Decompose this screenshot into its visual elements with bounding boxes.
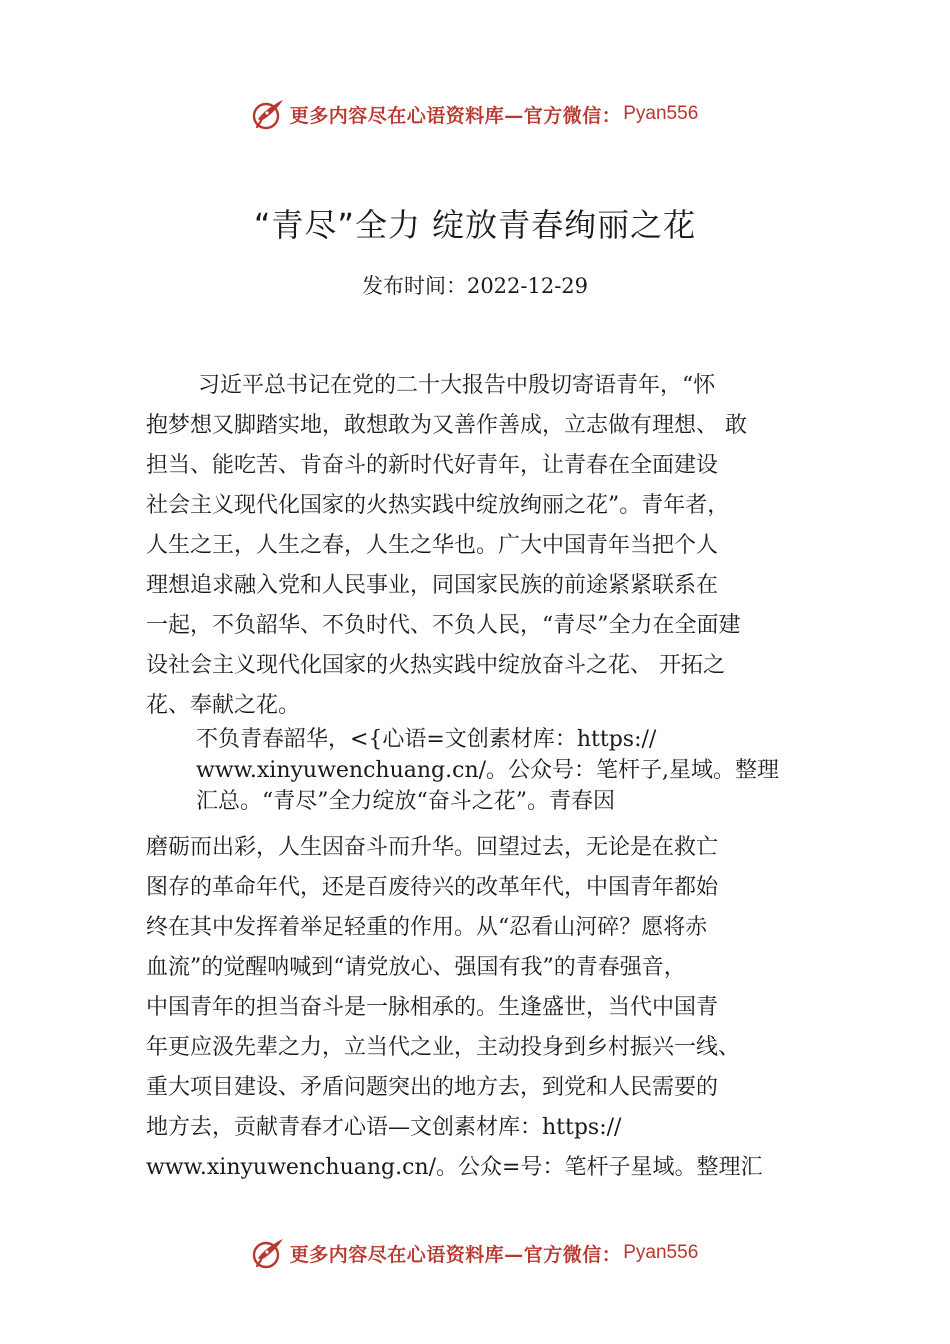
text-line: www.xinyuwenchuang.cn/。公众=号：笔杆子星域。整理汇 xyxy=(146,1155,763,1180)
banner-text: 更多内容尽在心语资料库—官方微信： xyxy=(289,104,622,127)
text-line: 理想追求融入党和人民事业，同国家民族的前途紧紧联系在 xyxy=(146,573,719,598)
text-line: 中国青年的担当奋斗是一脉相承的。生逢盛世，当代中国青 xyxy=(146,995,719,1020)
text-line: 终在其中发挥着举足轻重的作用。从“忍看山河碎？愿将赤 xyxy=(146,915,708,940)
text-line: www.xinyuwenchuang.cn/。公众号：笔杆子,星域。整理 xyxy=(196,758,780,783)
quill-pen-logo-icon xyxy=(252,97,286,131)
text-line: 磨砺而出彩，人生因奋斗而升华。回望过去，无论是在救亡 xyxy=(146,835,719,860)
paragraph-1 xyxy=(146,366,826,726)
footer-banner xyxy=(0,1233,950,1273)
article-title: “青尽”全力 绽放青春绚丽之花 xyxy=(253,206,697,244)
text-line: 习近平总书记在党的二十大报告中殷切寄语青年，“怀 xyxy=(198,373,716,398)
text-line: 地方去，贡献青春才心语—文创素材库：https:// xyxy=(146,1115,622,1140)
text-line: 血流”的觉醒呐喊到“请党放心、强国有我”的青春强音， xyxy=(146,955,686,980)
banner-text: 更多内容尽在心语资料库—官方微信： xyxy=(289,1243,622,1266)
quill-pen-logo-icon xyxy=(252,1236,286,1270)
text-line: 社会主义现代化国家的火热实践中绽放绚丽之花”。青年者， xyxy=(146,493,730,518)
wechat-id: Pyan556 xyxy=(623,1242,699,1263)
text-line: 担当、能吃苦、肯奋斗的新时代好青年，让青春在全面建设 xyxy=(146,453,719,478)
text-line: 人生之王，人生之春，人生之华也。广大中国青年当把个人 xyxy=(146,533,719,558)
text-line: 年更应汲先辈之力，立当代之业，主动投身到乡村振兴一线、 xyxy=(146,1035,741,1060)
wechat-id: Pyan556 xyxy=(623,103,699,124)
header-banner xyxy=(0,94,950,134)
text-line: 汇总。“青尽”全力绽放“奋斗之花”。青春因 xyxy=(196,789,615,814)
text-line: 花、奉献之花。 xyxy=(146,693,301,718)
text-line: 图存的革命年代，还是百废待兴的改革年代，中国青年都始 xyxy=(146,875,719,900)
text-line: 设社会主义现代化国家的火热实践中绽放奋斗之花、 开拓之 xyxy=(146,653,725,678)
text-line: 重大项目建设、矛盾问题突出的地方去，到党和人民需要的 xyxy=(146,1075,719,1100)
paragraph-3 xyxy=(146,828,826,1188)
paragraph-2 xyxy=(196,724,836,817)
text-line: 抱梦想又脚踏实地，敢想敢为又善作善成，立志做有理想、 敢 xyxy=(146,413,747,438)
publish-date: 发布时间：2022-12-29 xyxy=(361,274,589,298)
text-line: 一起，不负韶华、不负时代、不负人民，“青尽”全力在全面建 xyxy=(146,613,741,638)
text-line: 不负青春韶华，<{心语=文创素材库：https:// xyxy=(196,727,657,752)
